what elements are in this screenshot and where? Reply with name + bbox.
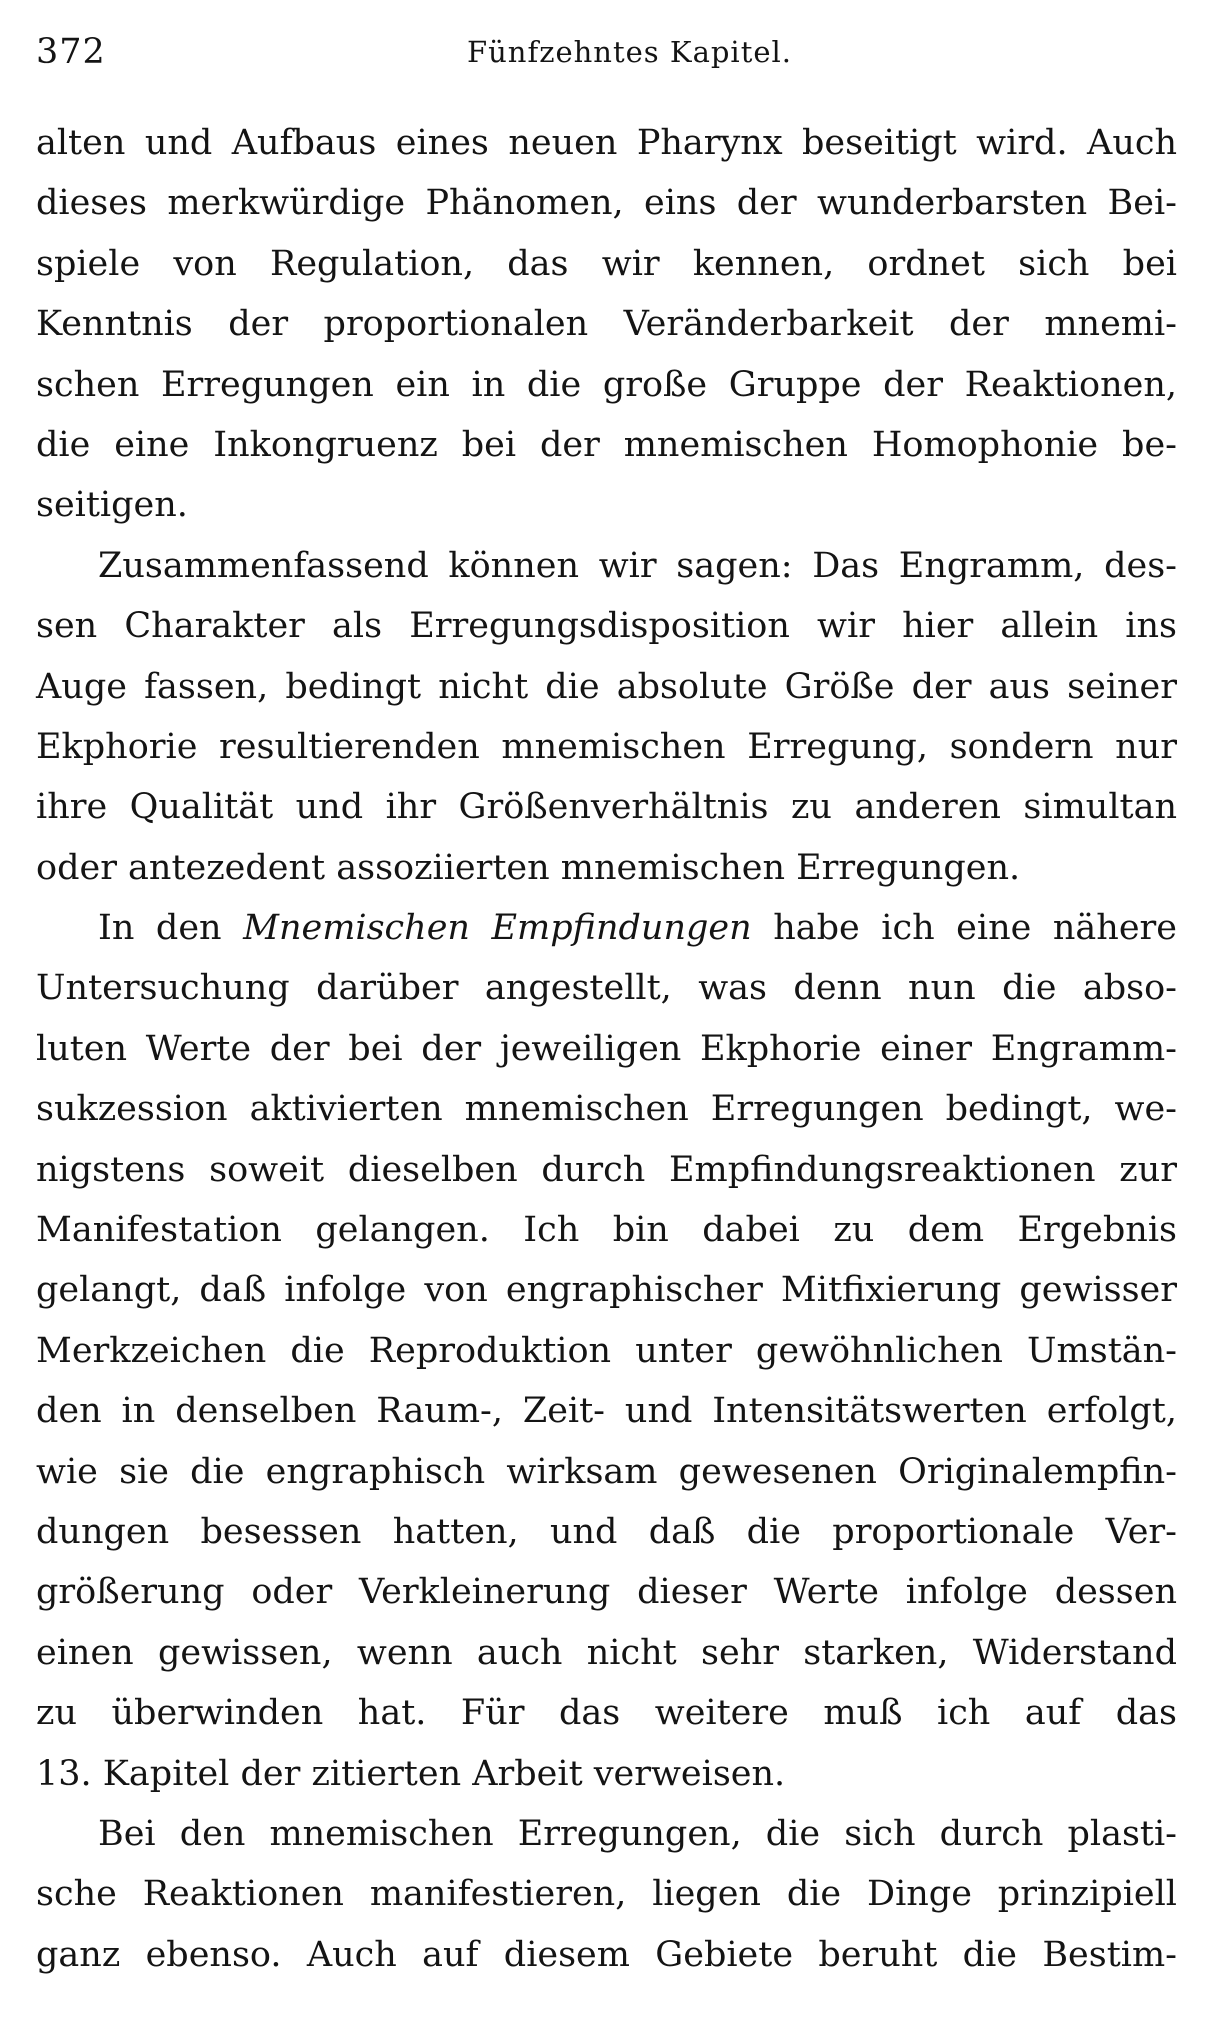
text-line: Auge fassen, bedingt nicht die absolute Größe der aus seiner xyxy=(36,666,1177,707)
text-line: luten Werte der bei der jeweiligen Ekphorie einer Engramm- xyxy=(36,1028,1177,1069)
text-line: sche Reaktionen manifestieren, liegen die Dinge prinzipiell xyxy=(36,1874,1177,1915)
text-line: ihre Qualität und ihr Größenverhältnis zu anderen simultan xyxy=(36,787,1177,828)
text-line: größerung oder Verkleinerung dieser Werte infolge dessen xyxy=(36,1572,1177,1613)
text-line: Untersuchung darüber angestellt, was denn nun die abso- xyxy=(36,968,1177,1009)
text-line: wie sie die engraphisch wirksam gewesenen Originalempfin- xyxy=(36,1451,1177,1492)
text-line: Zusammenfassend können wir sagen: Das Engramm, des- xyxy=(98,545,1177,586)
text-line xyxy=(36,898,1177,958)
text-line: schen Erregungen ein in die große Gruppe der Reaktionen, xyxy=(36,364,1177,405)
text-line: 13. Kapitel der zitierten Arbeit verweisen. xyxy=(36,1753,786,1794)
running-head xyxy=(36,26,1183,78)
text-line: nigstens soweit dieselben durch Empfindungsreaktionen zur xyxy=(36,1149,1177,1190)
chapter-title: Fünfzehntes Kapitel. xyxy=(466,35,793,69)
text-run: habe ich eine nähere xyxy=(751,908,1177,949)
page-number: 372 xyxy=(36,32,106,72)
text-line: oder antezedent assoziierten mnemischen Erregungen. xyxy=(36,847,1021,888)
text-line: den in denselben Raum-, Zeit- und Intensitätswerten erfolgt, xyxy=(36,1391,1177,1432)
text-line: sen Charakter als Erregungsdisposition wir hier allein ins xyxy=(36,606,1177,647)
text-line: einen gewissen, wenn auch nicht sehr starken, Widerstand xyxy=(36,1632,1177,1673)
italic-title: Mnemischen Empfindungen xyxy=(243,908,752,949)
text-line: Bei den mnemischen Erregungen, die sich durch plasti- xyxy=(98,1813,1177,1854)
text-line: alten und Aufbaus eines neuen Pharynx beseitigt wird. Auch xyxy=(36,123,1177,163)
text-line: dungen besessen hatten, und daß die proportionale Ver- xyxy=(36,1511,1177,1552)
text-line: Kenntnis der proportionalen Veränderbarkeit der mnemi- xyxy=(36,304,1177,345)
body-text xyxy=(36,113,1177,1985)
text-line: ganz ebenso. Auch auf diesem Gebiete beruht die Bestim- xyxy=(36,1934,1177,1975)
text-line: seitigen. xyxy=(36,485,188,526)
text-line: zu überwinden hat. Für das weitere muß ich auf das xyxy=(36,1693,1177,1734)
text-line: sukzession aktivierten mnemischen Erregungen bedingt, we- xyxy=(36,1089,1177,1130)
text-line: dieses merkwürdige Phänomen, eins der wunderbarsten Bei- xyxy=(36,183,1177,224)
text-run: In den xyxy=(98,908,244,949)
text-line: Merkzeichen die Reproduktion unter gewöhnlichen Umstän- xyxy=(36,1330,1177,1371)
text-line: spiele von Regulation, das wir kennen, ordnet sich bei xyxy=(36,243,1177,284)
text-line: Ekphorie resultierenden mnemischen Erregung, sondern nur xyxy=(36,726,1177,767)
text-line: Manifestation gelangen. Ich bin dabei zu dem Ergebnis xyxy=(36,1210,1177,1251)
text-line: gelangt, daß infolge von engraphischer Mitfixierung gewisser xyxy=(36,1270,1177,1311)
text-line: die eine Inkongruenz bei der mnemischen Homophonie be- xyxy=(36,424,1177,465)
